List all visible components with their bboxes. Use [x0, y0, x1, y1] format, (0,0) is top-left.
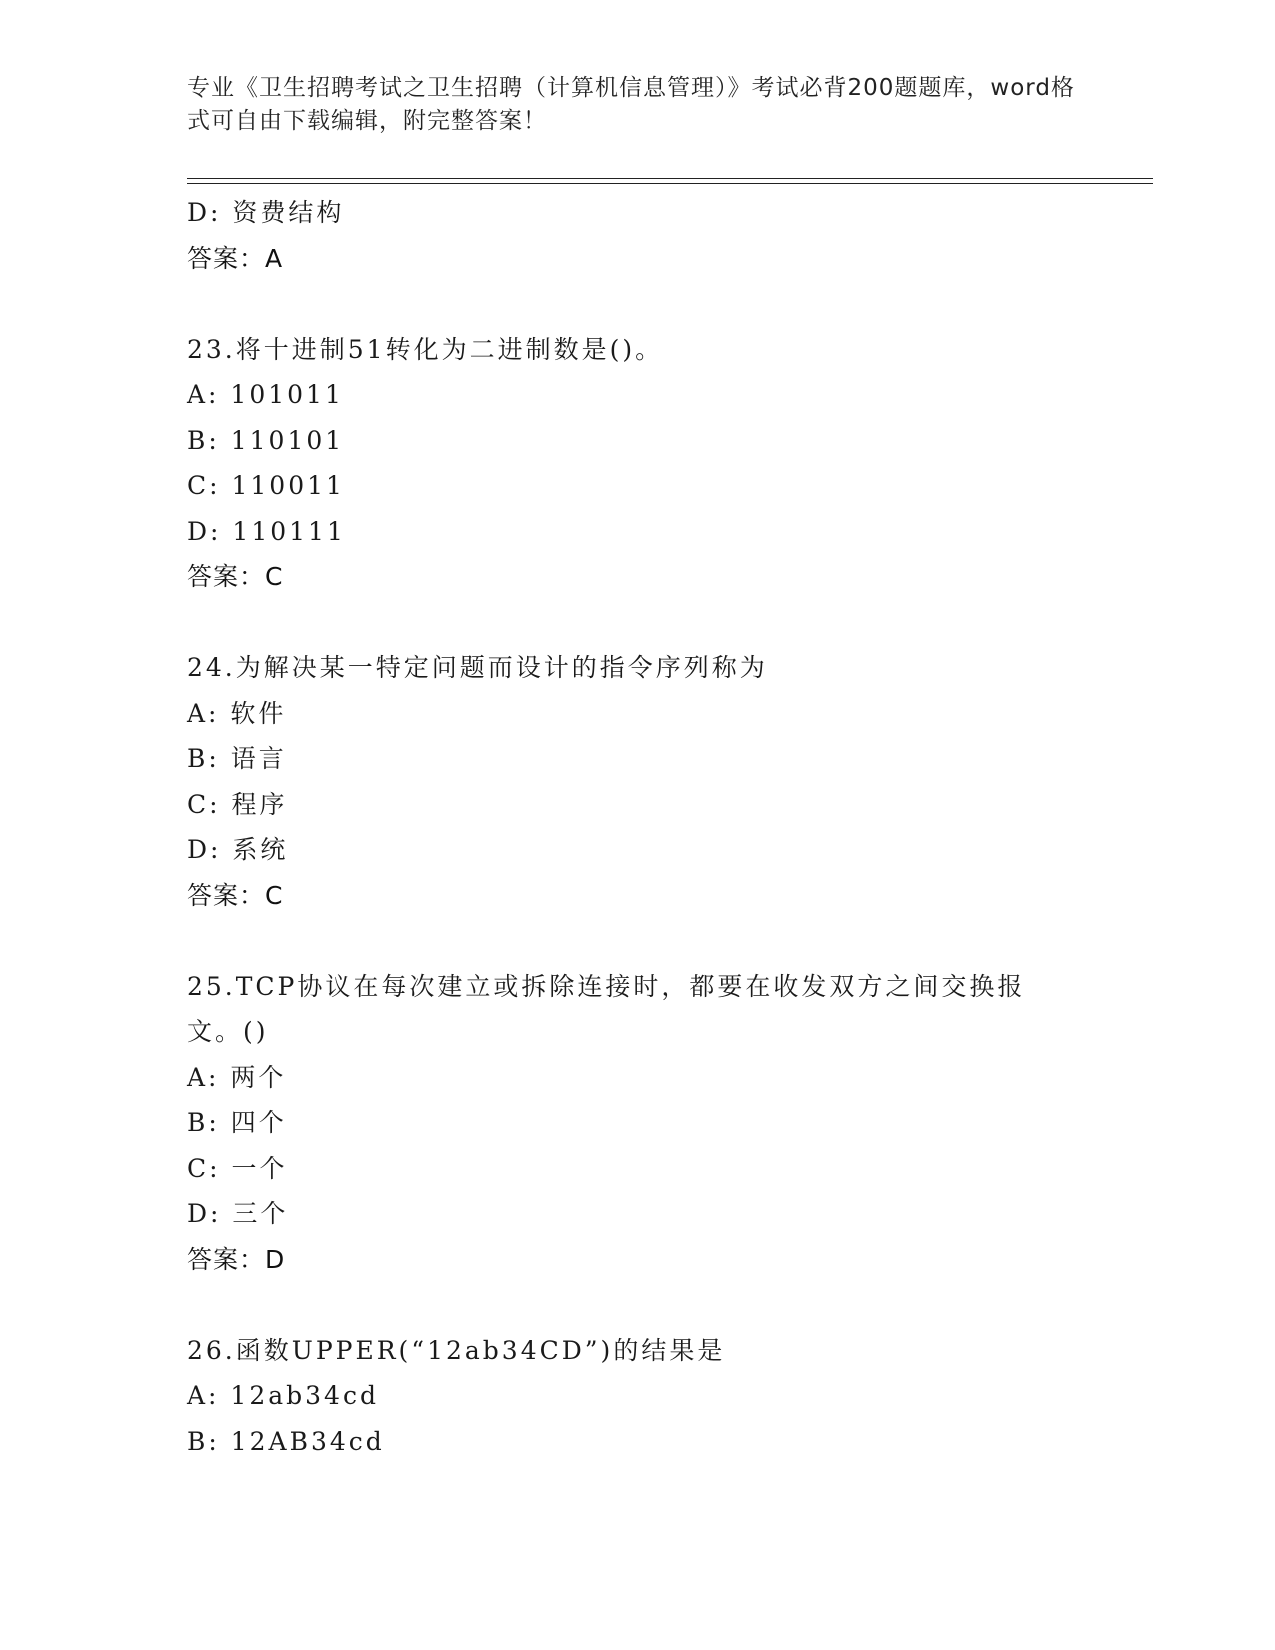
question-24-option-a: A: 软件: [187, 698, 287, 728]
header-divider-top: [187, 178, 1153, 179]
question-24-stem: 24.为解决某一特定问题而设计的指令序列称为: [187, 653, 768, 682]
question-23-option-a: A: 101011: [187, 380, 344, 409]
question-26-option-a: A: 12ab34cd: [187, 1381, 379, 1410]
question-23-option-d: D: 110111: [187, 516, 346, 546]
spacer: [187, 600, 1147, 646]
header-divider-bottom: [187, 183, 1153, 184]
question-25-option-b: B: 四个: [187, 1108, 287, 1137]
question-23-option-b: B: 110101: [187, 425, 345, 455]
question-25-option-d: D: 三个: [187, 1199, 289, 1228]
spacer: [187, 281, 1147, 327]
prev-answer: 答案：A: [187, 243, 284, 273]
prev-option-d: D: 资费结构: [187, 198, 345, 227]
question-25-option-c: C: 一个: [187, 1153, 288, 1183]
question-23-option-c: C: 110011: [187, 471, 345, 500]
question-23-answer: 答案：C: [187, 562, 284, 591]
question-26-stem: 26.函数UPPER(“12ab34CD”)的结果是: [187, 1335, 726, 1365]
question-25-answer: 答案：D: [187, 1244, 286, 1274]
question-list: [187, 190, 1147, 1464]
spacer: [187, 918, 1147, 964]
question-26-option-b: B: 12AB34cd: [187, 1426, 385, 1456]
question-25-option-a: A: 两个: [187, 1062, 287, 1092]
question-25-stem: 25.TCP协议在每次建立或拆除连接时，都要在收发双方之间交换报文。(): [187, 971, 1026, 1046]
document-header: 专业《卫生招聘考试之卫生招聘（计算机信息管理）》考试必背200题题库，word格式可自由下载编辑，附完整答案！: [187, 75, 1075, 134]
question-24-option-d: D: 系统: [187, 835, 289, 864]
spacer: [187, 1282, 1147, 1328]
question-24-option-c: C: 程序: [187, 789, 288, 819]
question-24-answer: 答案：C: [187, 880, 284, 910]
question-24-option-b: B: 语言: [187, 744, 287, 773]
question-23-stem: 23.将十进制51转化为二进制数是()。: [187, 334, 664, 364]
